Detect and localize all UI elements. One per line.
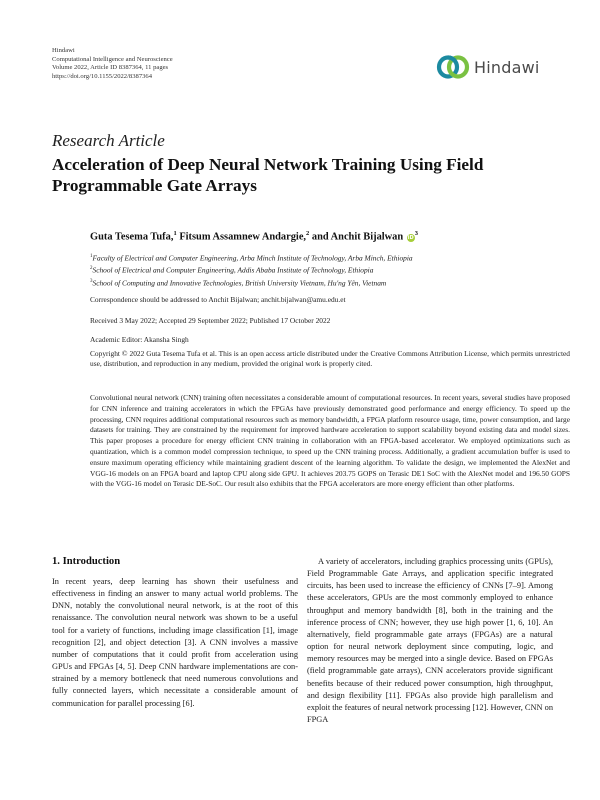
- affiliation-item: [90, 276, 413, 288]
- logo-text: Hindawi: [474, 57, 540, 77]
- body-right-column: A variety of accelerators, including graphics processing units (GPUs), Field Programmable Gate Arrays, and application specific integrated circuits, has been used to increase the efficiency of CNNs [7–9]. Among these accelerators, GPUs are the most commonly employed to enhance throughput and memory bandwidth [8], both in the training and the inference process of CNN; however, they use high power [1, 6, 10]. An alternatively, field programmable gate arrays (FPGAs) are a natural option for neural network deployment since computing, logic, and memory resources may be merged into a single device. Based on FPGAs (field programmable gate arrays), CNN accelerators provide significant benefits because of their reduced power consumption, high throughput, and design flexibility [11]. FPGAs also provide high parallelism and exploit the features of neural network processing [12]. However, CNN on FPGA: [307, 557, 553, 725]
- affiliation-text: School of Computing and Innovative Technologies, British University Vietnam, Hu'ng Yên, Vietnam: [92, 278, 387, 288]
- journal-name: Computational Intelligence and Neuroscience: [52, 55, 173, 63]
- affiliation-ref: 1: [173, 230, 177, 237]
- hindawi-rings-icon: [436, 55, 470, 79]
- copyright-notice: Copyright © 2022 Guta Tesema Tufa et al. This is an open access article distributed under the Creative Commons Attribution License, which permits unrestricted use, distribution, and reproduction in any medium, provided the original work is properly cited.: [90, 349, 570, 369]
- affiliation-item: [90, 263, 413, 275]
- academic-editor: Academic Editor: Akansha Singh: [90, 335, 189, 344]
- author-name[interactable]: Guta Tesema Tufa,: [90, 231, 174, 243]
- author-name[interactable]: Fitsum Assamnew Andargie,: [179, 231, 307, 243]
- doi-link[interactable]: https://doi.org/10.1155/2022/8387364: [52, 72, 153, 80]
- article-title: Acceleration of Deep Neural Network Training Using Field Programmable Gate Arrays: [52, 155, 484, 195]
- body-left-column: In recent years, deep learning has shown their usefulness and effectiveness in finding an answer to many actual world problems. The DNN, notably the convolutional neural network, is at the root of this renaissance. The convolution neural network was shown to be a useful tool for a variety of functions, including image classification [1], image recognition [2], and object detection [3]. A CNN involves a massive number of computations that it could profit from acceleration using GPUs and FPGAs [4, 5]. Deep CNN hardware implementations are constrained by a memory bottleneck that need numerous convolutions and fully connected layers, which necessitate a considerable amount of communication for parallel processing [6].: [52, 577, 298, 708]
- affiliation-ref: 3: [414, 230, 418, 237]
- correspondence: Correspondence should be addressed to Anchit Bijalwan; anchit.bijalwan@amu.edu.et: [90, 295, 346, 304]
- publication-dates: Received 3 May 2022; Accepted 29 September 2022; Published 17 October 2022: [90, 316, 331, 325]
- section-heading-introduction: 1. Introduction: [52, 556, 121, 567]
- hindawi-logo: [436, 52, 576, 82]
- journal-masthead: [52, 47, 173, 81]
- affiliation-item: [90, 251, 413, 263]
- publisher-name: Hindawi: [52, 47, 75, 54]
- article-type: Research Article: [52, 131, 165, 150]
- orcid-icon[interactable]: iD: [407, 235, 414, 242]
- affiliation-number: 1: [90, 254, 93, 259]
- affiliations: [90, 251, 413, 288]
- affiliation-number: 2: [90, 266, 93, 272]
- author-name[interactable]: and Anchit Bijalwan: [311, 231, 404, 243]
- affiliation-ref: 2: [306, 230, 310, 237]
- abstract: Convolutional neural network (CNN) training often necessitates a considerable amount of computational resources. In recent years, several studies have proposed for CNN inference and training accelerators in which the FPGAs have previously demonstrated good performance and energy efficiency. To speed up the processing, CNN requires additional computational resources such as memory bandwidth, a FPGA platform resource usage, time, power consumption, and large datasets for training. They are constrained by the requirement for improved hardware acceleration to support scalability beyond existing data and model sizes. This paper proposes a procedure for energy efficient CNN training in collaboration with an FPGA-based accelerator. We employed optimizations such as quantization, which is a common model compression technique, to speed up the CNN training process. Additionally, a gradient accumulation buffer is used to ensure maximum operating efficiency while maintaining gradient descent of the learning algorithm. To validate the design, we implemented the AlexNet and VGG-16 models on an FPGA board and laptop CPU along side GPU. It achieves 203.75 GOPS on Terasic DE1 SoC with the AlexNet model and 196.50 GOPS with the VGG-16 model on Terasic DE-SoC. Our result also exhibits that the FPGA accelerators are more energy efficient than other platforms.: [90, 393, 570, 489]
- affiliation-number: 3: [90, 278, 93, 284]
- affiliation-text: School of Electrical and Computer Engineering, Addis Ababa Institute of Technology, Ethiopia: [92, 265, 374, 275]
- affiliation-text: Faculty of Electrical and Computer Engineering, Arba Minch Institute of Technology, Arba Minch, Ethiopia: [92, 253, 413, 263]
- volume-info: Volume 2022, Article ID 8387364, 11 pages: [52, 64, 169, 72]
- author-list: [90, 230, 418, 242]
